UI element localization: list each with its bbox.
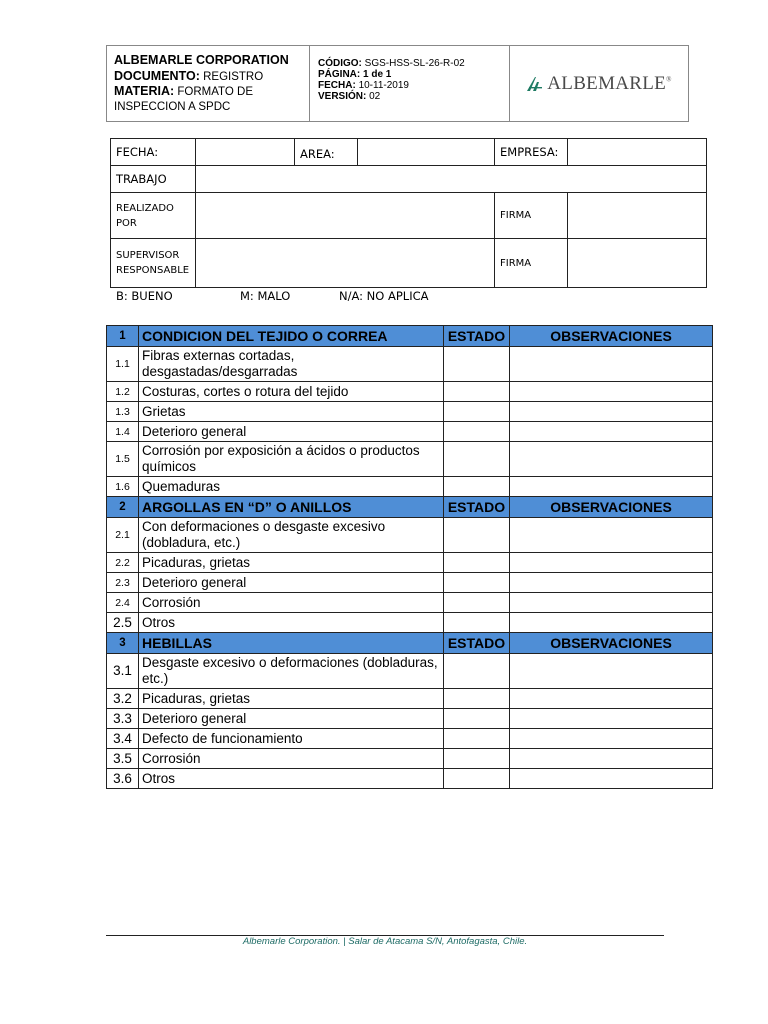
documento-label: DOCUMENTO: xyxy=(114,68,200,83)
item-number: 3.1 xyxy=(107,654,139,689)
estado-input-cell[interactable] xyxy=(444,442,510,477)
observaciones-header: OBSERVACIONES xyxy=(510,326,713,347)
section-header-row xyxy=(107,497,713,518)
observaciones-input-cell[interactable] xyxy=(510,769,713,789)
section-number: 1 xyxy=(107,326,139,347)
item-number: 1.5 xyxy=(107,442,139,477)
header-title-cell xyxy=(107,46,310,121)
info-table xyxy=(110,138,707,288)
item-description: Otros xyxy=(139,769,444,789)
item-number: 2.4 xyxy=(107,593,139,613)
item-number: 1.6 xyxy=(107,477,139,497)
firma-input-cell-2[interactable] xyxy=(568,239,707,288)
footer-text: Albemarle Corporation. | Salar de Atacama S/N, Antofagasta, Chile. xyxy=(242,936,528,947)
info-row-supervisor xyxy=(111,239,707,288)
checklist-item-row xyxy=(107,749,713,769)
legend-bueno: B: BUENO xyxy=(116,289,173,303)
estado-input-cell[interactable] xyxy=(444,518,510,553)
item-description: Otros xyxy=(139,613,444,633)
materia-label: MATERIA: xyxy=(114,84,175,98)
section-title: HEBILLAS xyxy=(139,633,444,654)
document-header xyxy=(106,45,689,122)
trabajo-label-cell xyxy=(111,166,196,193)
checklist-item-row xyxy=(107,593,713,613)
observaciones-input-cell[interactable] xyxy=(510,729,713,749)
estado-input-cell[interactable] xyxy=(444,553,510,573)
albemarle-logo-icon xyxy=(526,76,544,92)
checklist-item-row xyxy=(107,382,713,402)
info-row-fecha xyxy=(111,139,707,166)
estado-input-cell[interactable] xyxy=(444,422,510,442)
item-number: 3.6 xyxy=(107,769,139,789)
item-number: 1.1 xyxy=(107,347,139,382)
pagina-label: PÁGINA: xyxy=(318,69,361,80)
legend-na: N/A: NO APLICA xyxy=(339,289,429,303)
trabajo-field-label: TRABAJO xyxy=(116,172,167,186)
observaciones-header: OBSERVACIONES xyxy=(510,633,713,654)
item-description: Picaduras, grietas xyxy=(139,689,444,709)
checklist-item-row xyxy=(107,442,713,477)
firma-label-2: FIRMA xyxy=(500,257,532,269)
item-number: 3.2 xyxy=(107,689,139,709)
item-number: 2.3 xyxy=(107,573,139,593)
item-description: Deterioro general xyxy=(139,422,444,442)
company-name: ALBEMARLE CORPORATION xyxy=(114,53,289,67)
section-title: CONDICION DEL TEJIDO O CORREA xyxy=(139,326,444,347)
header-meta-cell xyxy=(310,46,510,121)
item-description: Corrosión por exposición a ácidos o productos químicos xyxy=(139,442,444,477)
section-header-row xyxy=(107,633,713,654)
header-logo-cell xyxy=(510,46,688,121)
legend-malo: M: MALO xyxy=(240,289,291,303)
version-value: 02 xyxy=(369,91,381,102)
version-label: VERSIÓN: xyxy=(318,91,367,102)
item-description: Fibras externas cortadas, desgastadas/desgarradas xyxy=(139,347,444,382)
supervisor-input-cell[interactable] xyxy=(196,239,495,288)
empresa-field-label: EMPRESA: xyxy=(500,145,559,159)
estado-input-cell[interactable] xyxy=(444,689,510,709)
area-input-cell[interactable] xyxy=(358,139,495,166)
checklist-item-row xyxy=(107,689,713,709)
logo-text: ALBEMARLE xyxy=(547,72,667,94)
observaciones-input-cell[interactable] xyxy=(510,442,713,477)
supervisor-label-2: RESPONSABLE xyxy=(116,265,190,276)
info-row-trabajo xyxy=(111,166,707,193)
estado-header: ESTADO xyxy=(444,497,510,518)
fecha-input-cell[interactable] xyxy=(196,139,295,166)
materia-value: FORMATO DE INSPECCION A SPDC xyxy=(114,86,253,113)
firma-label-cell-1 xyxy=(495,193,568,239)
item-description: Quemaduras xyxy=(139,477,444,497)
fecha-value: 10-11-2019 xyxy=(358,80,409,91)
item-description: Desgaste excesivo o deformaciones (dobladuras, etc.) xyxy=(139,654,444,689)
item-description: Deterioro general xyxy=(139,573,444,593)
item-description: Corrosión xyxy=(139,749,444,769)
inspection-checklist xyxy=(106,325,713,789)
observaciones-input-cell[interactable] xyxy=(510,422,713,442)
observaciones-input-cell[interactable] xyxy=(510,593,713,613)
item-description: Picaduras, grietas xyxy=(139,553,444,573)
realizado-label-2: POR xyxy=(116,217,137,229)
observaciones-input-cell[interactable] xyxy=(510,689,713,709)
estado-header: ESTADO xyxy=(444,633,510,654)
checklist-item-row xyxy=(107,654,713,689)
item-description: Corrosión xyxy=(139,593,444,613)
estado-input-cell[interactable] xyxy=(444,654,510,689)
estado-input-cell[interactable] xyxy=(444,477,510,497)
observaciones-input-cell[interactable] xyxy=(510,382,713,402)
registered-mark: ® xyxy=(666,75,672,84)
estado-input-cell[interactable] xyxy=(444,593,510,613)
estado-input-cell[interactable] xyxy=(444,573,510,593)
item-description: Costuras, cortes o rotura del tejido xyxy=(139,382,444,402)
item-number: 2.2 xyxy=(107,553,139,573)
observaciones-input-cell[interactable] xyxy=(510,709,713,729)
estado-input-cell[interactable] xyxy=(444,613,510,633)
estado-input-cell[interactable] xyxy=(444,749,510,769)
item-number: 1.3 xyxy=(107,402,139,422)
codigo-label: CÓDIGO: xyxy=(318,58,362,69)
area-field-label: AREA: xyxy=(300,147,335,161)
realizado-input-cell[interactable] xyxy=(196,193,495,239)
item-number: 1.4 xyxy=(107,422,139,442)
fecha-label-cell xyxy=(111,139,196,166)
realizado-label-1: REALIZADO xyxy=(116,202,174,214)
observaciones-input-cell[interactable] xyxy=(510,613,713,633)
estado-header: ESTADO xyxy=(444,326,510,347)
item-description: Con deformaciones o desgaste excesivo (dobladura, etc.) xyxy=(139,518,444,553)
checklist-item-row xyxy=(107,518,713,553)
observaciones-input-cell[interactable] xyxy=(510,573,713,593)
checklist-item-row xyxy=(107,553,713,573)
observaciones-input-cell[interactable] xyxy=(510,654,713,689)
observaciones-header: OBSERVACIONES xyxy=(510,497,713,518)
observaciones-input-cell[interactable] xyxy=(510,518,713,553)
observaciones-input-cell[interactable] xyxy=(510,347,713,382)
item-description: Defecto de funcionamiento xyxy=(139,729,444,749)
section-number: 2 xyxy=(107,497,139,518)
realizado-label-cell xyxy=(111,193,196,239)
checklist-item-row xyxy=(107,573,713,593)
checklist-item-row xyxy=(107,769,713,789)
observaciones-input-cell[interactable] xyxy=(510,402,713,422)
empresa-label-cell xyxy=(495,139,568,166)
supervisor-label-1: SUPERVISOR xyxy=(116,250,180,261)
checklist-item-row xyxy=(107,402,713,422)
section-title: ARGOLLAS EN “D” O ANILLOS xyxy=(139,497,444,518)
checklist-item-row xyxy=(107,347,713,382)
item-number: 3.3 xyxy=(107,709,139,729)
item-description: Deterioro general xyxy=(139,709,444,729)
item-number: 3.4 xyxy=(107,729,139,749)
observaciones-input-cell[interactable] xyxy=(510,477,713,497)
checklist-item-row xyxy=(107,729,713,749)
fecha-field-label: FECHA: xyxy=(116,145,159,159)
estado-input-cell[interactable] xyxy=(444,729,510,749)
estado-input-cell[interactable] xyxy=(444,347,510,382)
item-number: 2.5 xyxy=(107,613,139,633)
estado-input-cell[interactable] xyxy=(444,402,510,422)
estado-input-cell[interactable] xyxy=(444,382,510,402)
item-number: 2.1 xyxy=(107,518,139,553)
firma-input-cell-1[interactable] xyxy=(568,193,707,239)
observaciones-input-cell[interactable] xyxy=(510,749,713,769)
estado-input-cell[interactable] xyxy=(444,769,510,789)
firma-label-cell-2 xyxy=(495,239,568,288)
firma-label-1: FIRMA xyxy=(500,210,532,221)
pagina-value: 1 de 1 xyxy=(363,69,392,80)
trabajo-input-cell[interactable] xyxy=(196,166,707,193)
info-row-realizado xyxy=(111,193,707,239)
codigo-value: SGS-HSS-SL-26-R-02 xyxy=(364,58,465,69)
albemarle-logo xyxy=(526,73,671,95)
supervisor-label-cell xyxy=(111,239,196,288)
estado-input-cell[interactable] xyxy=(444,709,510,729)
item-description: Grietas xyxy=(139,402,444,422)
checklist-item-row xyxy=(107,709,713,729)
item-number: 3.5 xyxy=(107,749,139,769)
section-number: 3 xyxy=(107,633,139,654)
section-header-row xyxy=(107,326,713,347)
area-label-cell xyxy=(295,139,358,166)
fecha-label: FECHA: xyxy=(318,80,356,91)
empresa-input-cell[interactable] xyxy=(568,139,707,166)
checklist-item-row xyxy=(107,613,713,633)
checklist-item-row xyxy=(107,477,713,497)
checklist-item-row xyxy=(107,422,713,442)
observaciones-input-cell[interactable] xyxy=(510,553,713,573)
documento-value: REGISTRO xyxy=(203,70,264,83)
item-number: 1.2 xyxy=(107,382,139,402)
